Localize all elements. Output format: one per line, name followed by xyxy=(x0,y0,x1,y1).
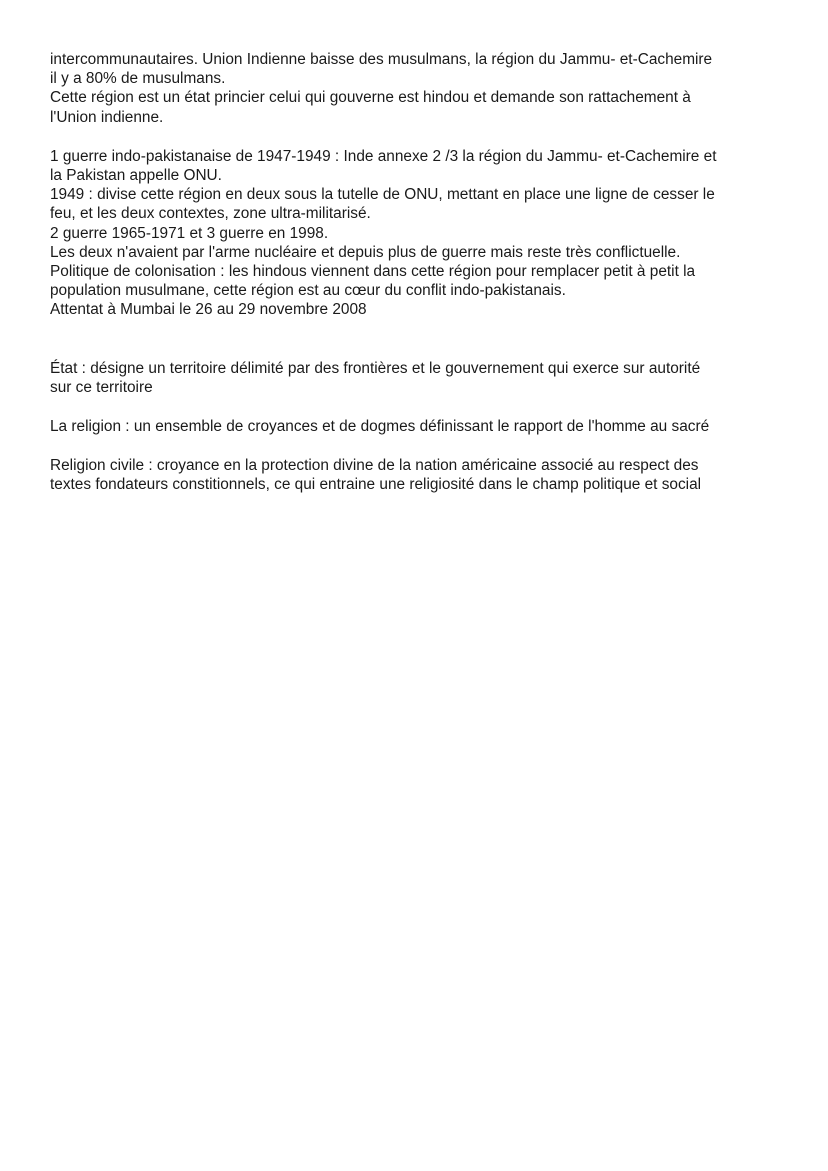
text-line: 2 guerre 1965-1971 et 3 guerre en 1998. xyxy=(50,224,329,242)
text-line: population musulmane, cette région est au cœur du conflit indo-pakistanais. xyxy=(50,282,566,300)
paragraph-spacer xyxy=(50,127,790,147)
text-line: il y a 80% de musulmans. xyxy=(50,70,226,88)
definition-religion xyxy=(50,417,790,436)
text-line: La religion : un ensemble de croyances et de dogmes définissant le rapport de l'homme au sacré xyxy=(50,418,710,436)
text-line: sur ce territoire xyxy=(50,378,153,396)
text-line: Attentat à Mumbai le 26 au 29 novembre 2008 xyxy=(50,301,367,319)
definition-religion-civile xyxy=(50,456,790,494)
text-line: État : désigne un territoire délimité par des frontières et le gouvernement qui exerce sur autorité xyxy=(50,359,701,377)
text-line: intercommunautaires. Union Indienne baisse des musulmans, la région du Jammu- et-Cachemire xyxy=(50,51,713,68)
document-page xyxy=(50,50,790,495)
paragraph-spacer xyxy=(50,436,790,456)
text-line: l'Union indienne. xyxy=(50,108,164,126)
text-line: feu, et les deux contextes, zone ultra-militarisé. xyxy=(50,205,371,223)
text-line: Cette région est un état princier celui qui gouverne est hindou et demande son rattachement à xyxy=(50,89,691,107)
paragraph-spacer xyxy=(50,397,790,417)
text-line: textes fondateurs constitionnels, ce qui entraine une religiosité dans le champ politique et social xyxy=(50,476,702,494)
paragraph-spacer xyxy=(50,320,790,359)
text-line: Les deux n'avaient par l'arme nucléaire et depuis plus de guerre mais reste très conflictuelle. xyxy=(50,243,681,261)
text-line: Religion civile : croyance en la protection divine de la nation américaine associé au respect des xyxy=(50,457,699,475)
definition-etat xyxy=(50,359,790,397)
text-line: 1 guerre indo-pakistanaise de 1947-1949 : Inde annexe 2 /3 la région du Jammu- et-Cachemire et xyxy=(50,147,717,165)
paragraph-indo-pakistani-wars xyxy=(50,147,790,320)
text-line: Politique de colonisation : les hindous viennent dans cette région pour remplacer petit à petit la xyxy=(50,263,696,281)
text-line: 1949 : divise cette région en deux sous la tutelle de ONU, mettant en place une ligne de cesser le xyxy=(50,186,715,204)
paragraph-cachemire-context xyxy=(50,50,790,127)
text-line: la Pakistan appelle ONU. xyxy=(50,167,222,185)
